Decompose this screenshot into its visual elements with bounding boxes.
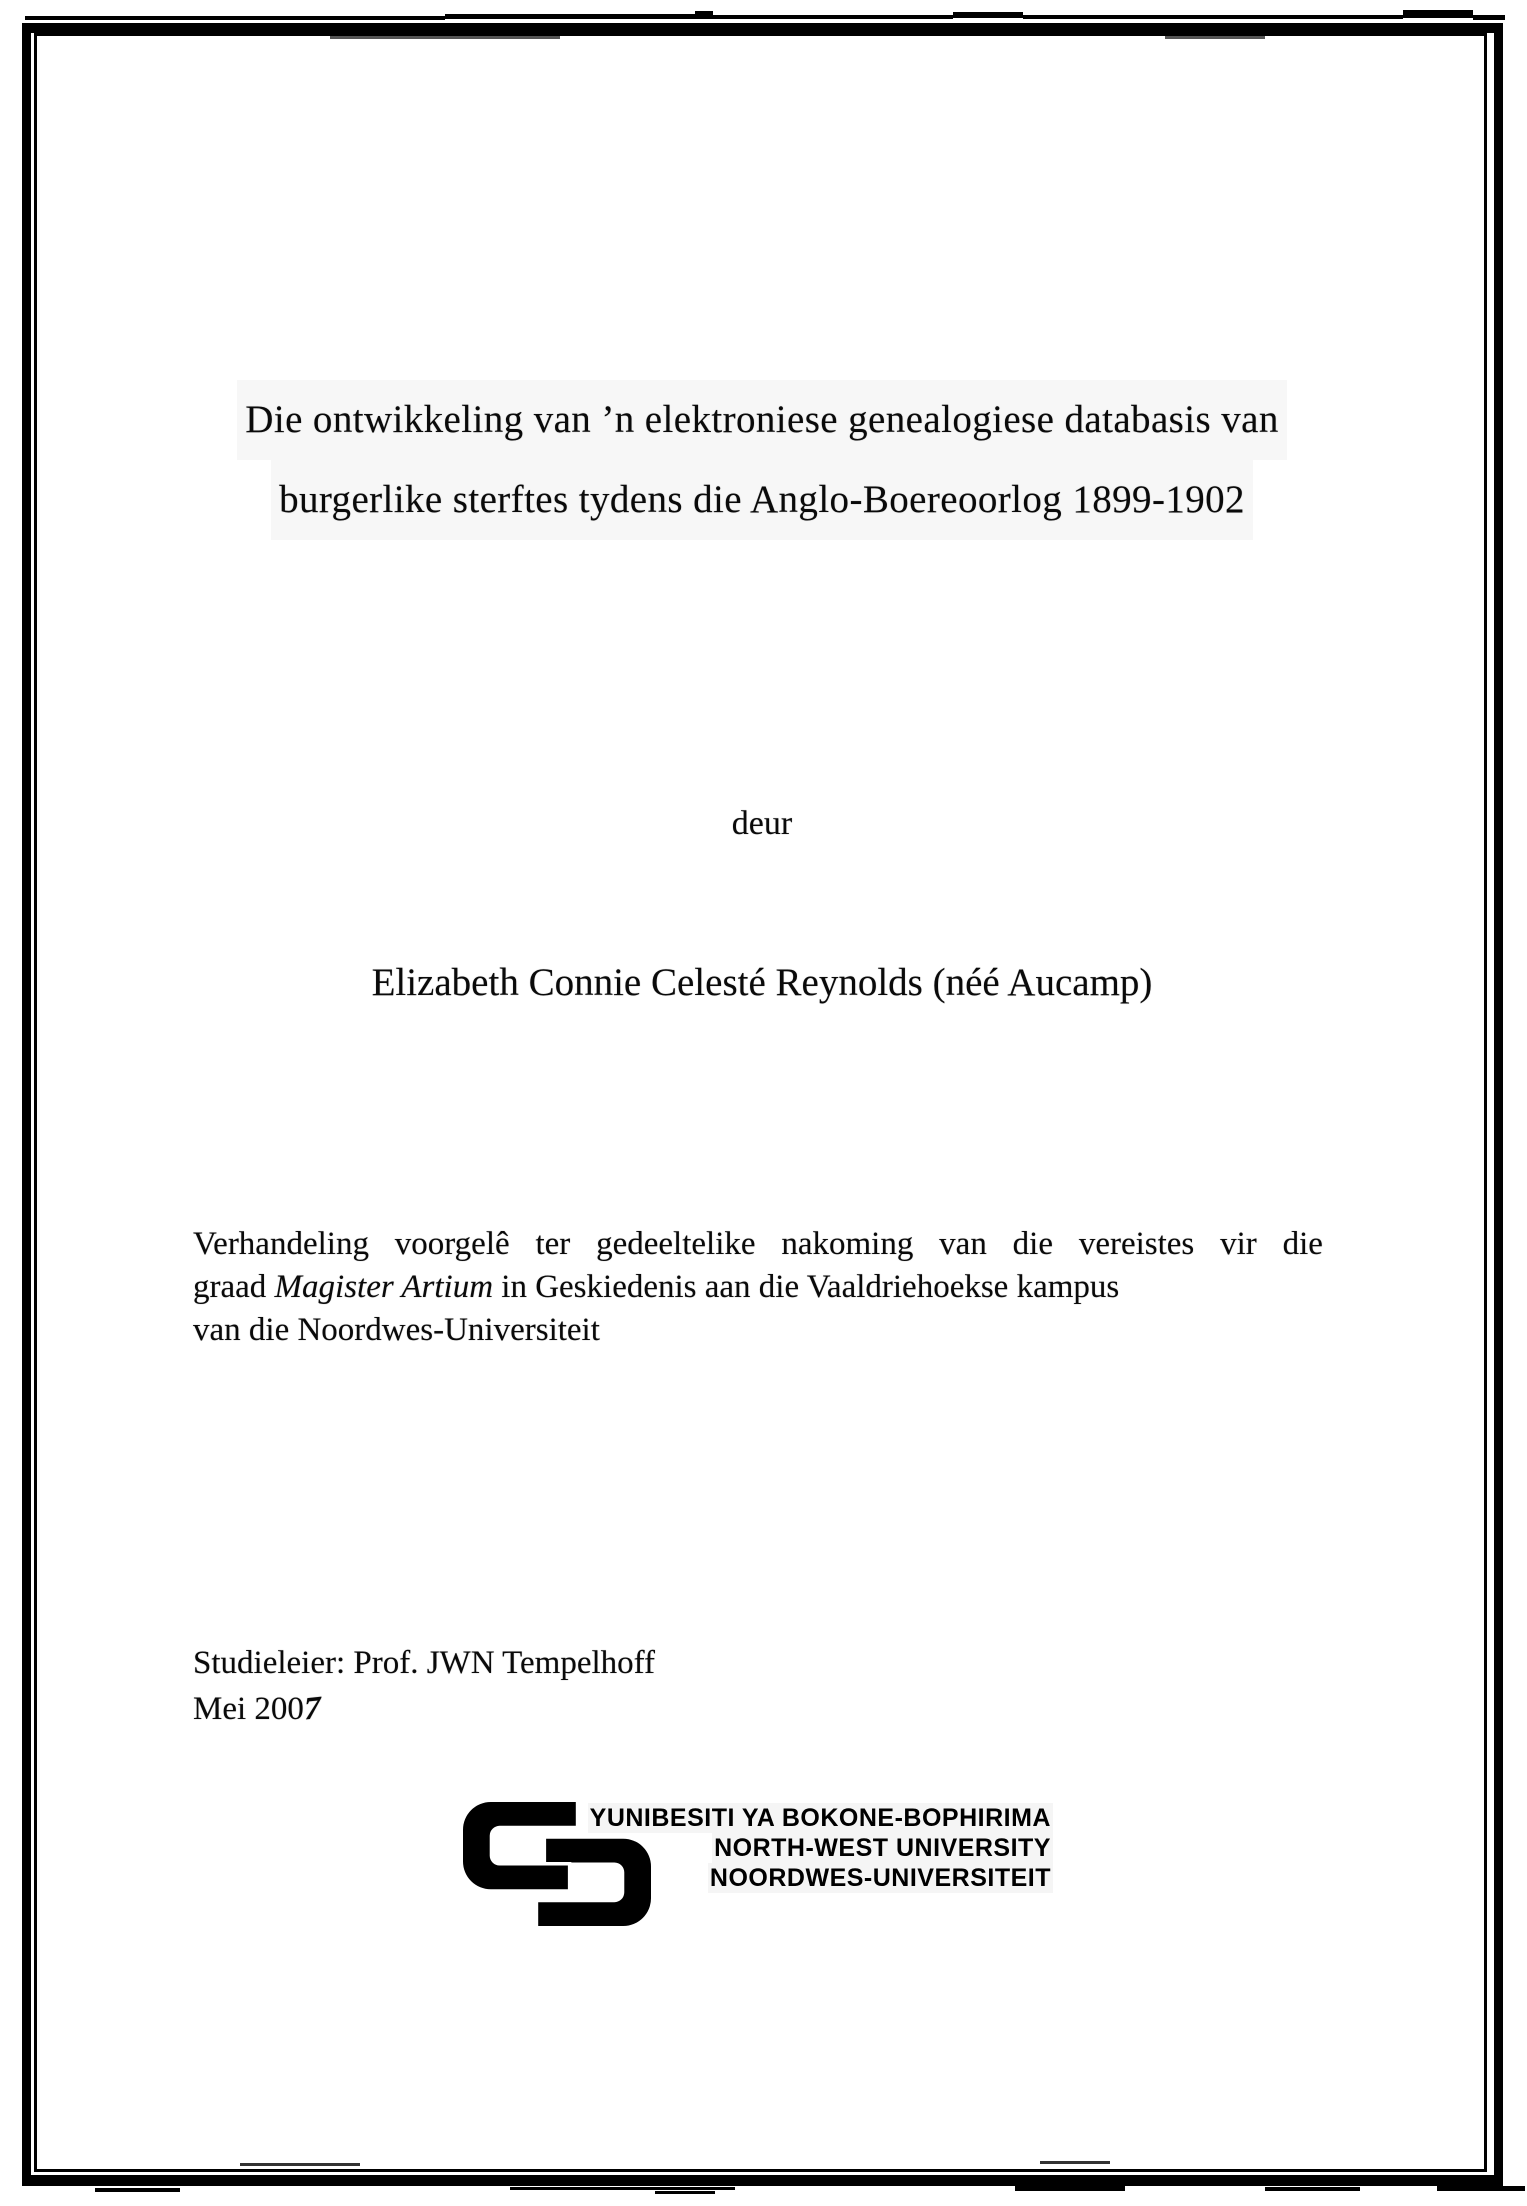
scan-artifact bbox=[1473, 15, 1505, 20]
thesis-title-line-2: burgerlike sterftes tydens die Anglo-Boereoorlog 1899-1902 bbox=[271, 460, 1253, 540]
thesis-title bbox=[37, 380, 1487, 540]
scan-artifact bbox=[445, 14, 695, 19]
supervisor-and-date bbox=[193, 1640, 655, 1732]
statement-line2-prefix: graad bbox=[193, 1269, 275, 1305]
scan-artifact bbox=[1015, 2186, 1125, 2191]
statement-line2-degree-name: Magister Artium bbox=[274, 1269, 494, 1305]
scan-artifact bbox=[510, 2187, 735, 2190]
scan-artifact bbox=[1403, 10, 1473, 18]
byline: deur bbox=[731, 805, 793, 842]
scan-artifact bbox=[25, 16, 445, 20]
degree-statement-line-3: van die Noordwes-Universiteit bbox=[193, 1312, 600, 1348]
scan-artifact bbox=[240, 2163, 360, 2166]
scan-artifact bbox=[713, 15, 953, 19]
scan-artifact bbox=[95, 2188, 180, 2192]
scan-artifact bbox=[1437, 2186, 1525, 2191]
scan-artifact bbox=[953, 12, 1023, 18]
scan-artifact bbox=[695, 11, 713, 19]
scan-artifact bbox=[1265, 2187, 1360, 2191]
degree-statement-line-1: Verhandeling voorgelê ter gedeeltelike nakoming van die vereistes vir die bbox=[193, 1226, 1323, 1262]
scan-artifact bbox=[655, 2191, 715, 2194]
logo-text-setswana: YUNIBESITI YA BOKONE-BOPHIRIMA bbox=[589, 1804, 1051, 1832]
logo-text-english: NORTH-WEST UNIVERSITY bbox=[714, 1834, 1051, 1862]
logo-text-afrikaans: NOORDWES-UNIVERSITEIT bbox=[709, 1864, 1051, 1892]
date-line bbox=[193, 1686, 655, 1732]
supervisor-line: Studieleier: Prof. JWN Tempelhoff bbox=[193, 1645, 656, 1681]
degree-statement-line-2 bbox=[193, 1266, 1323, 1309]
scan-artifact bbox=[1040, 2161, 1110, 2164]
statement-line2-suffix: in Geskiedenis aan die Vaaldriehoekse kampus bbox=[493, 1269, 1120, 1305]
date-prefix: Mei 200 bbox=[193, 1691, 304, 1727]
university-logo-text bbox=[553, 1803, 1053, 1893]
date-last-digit: 7 bbox=[301, 1690, 324, 1728]
author-name: Elizabeth Connie Celesté Reynolds (néé Aucamp) bbox=[371, 961, 1153, 1004]
thesis-title-line-1: Die ontwikkeling van ’n elektroniese genealogiese databasis van bbox=[237, 380, 1286, 460]
degree-statement bbox=[193, 1223, 1323, 1352]
scan-artifact bbox=[1023, 15, 1403, 19]
